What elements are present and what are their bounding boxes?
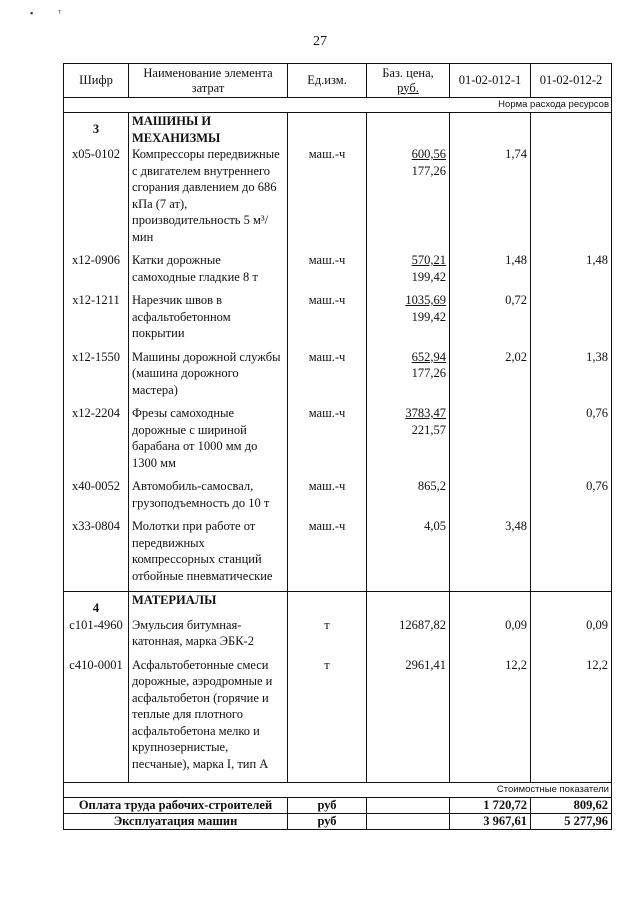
- row-unit: маш.-ч: [288, 478, 367, 518]
- row-value-col1: 0,09: [450, 617, 531, 657]
- row-name: Машины дорожной службы (машина дорожного мастера): [129, 349, 288, 406]
- resource-table: [63, 63, 612, 830]
- row-price: [367, 405, 450, 478]
- table-row: [64, 146, 612, 252]
- row-value-col2: [531, 146, 612, 252]
- total-label: Оплата труда рабочих-строителей: [64, 798, 288, 814]
- total-price-empty: [367, 798, 450, 814]
- section-header-row: [64, 592, 612, 617]
- section-title: МАТЕРИАЛЫ: [129, 592, 288, 617]
- row-unit: маш.-ч: [288, 146, 367, 252]
- row-value-col1: 1,74: [450, 146, 531, 252]
- header-col2: 01-02-012-2: [531, 64, 612, 98]
- row-price-wage: 177,26: [411, 366, 446, 380]
- row-value-col1: 12,2: [450, 657, 531, 783]
- row-unit: маш.-ч: [288, 405, 367, 478]
- scan-specks: ▪ ᵀ: [30, 8, 62, 18]
- band-costs: [64, 783, 612, 798]
- section-number: 4: [64, 592, 129, 617]
- row-price-wage: 199,42: [411, 269, 446, 284]
- row-price: [367, 146, 450, 252]
- row-code: х12-2204: [64, 405, 129, 478]
- row-unit: маш.-ч: [288, 349, 367, 406]
- table-row: [64, 349, 612, 406]
- table-row: [64, 405, 612, 478]
- row-value-col1: 2,02: [450, 349, 531, 406]
- empty-cell: [367, 113, 450, 147]
- row-price-base: 570,21: [411, 253, 446, 267]
- table-row: [64, 292, 612, 349]
- row-code: с410-0001: [64, 657, 129, 783]
- row-name: Эмульсия битумная-катонная, марка ЭБК-2: [129, 617, 288, 657]
- row-price: [367, 478, 450, 518]
- row-code: х33-0804: [64, 518, 129, 592]
- band-norms-label: Норма расхода ресурсов: [64, 98, 612, 113]
- row-price-base: 600,56: [411, 147, 446, 161]
- total-value-col1: 3 967,61: [450, 814, 531, 830]
- row-value-col1: [450, 405, 531, 478]
- empty-cell: [367, 592, 450, 617]
- row-name: Катки дорожные самоходные гладкие 8 т: [129, 252, 288, 292]
- empty-cell: [450, 592, 531, 617]
- total-value-col1: 1 720,72: [450, 798, 531, 814]
- row-value-col2: 0,09: [531, 617, 612, 657]
- empty-cell: [531, 113, 612, 147]
- table-header: [64, 64, 612, 98]
- row-unit: маш.-ч: [288, 292, 367, 349]
- empty-cell: [288, 592, 367, 617]
- row-name: Автомобиль-самосвал, грузоподъемность до 10 т: [129, 478, 288, 518]
- header-unit: Ед.изм.: [288, 64, 367, 98]
- empty-cell: [288, 113, 367, 147]
- header-name: Наименование элемента затрат: [129, 64, 288, 98]
- row-price-base: 1035,69: [405, 293, 446, 307]
- page-number: 27: [313, 34, 327, 49]
- total-unit: руб: [288, 814, 367, 830]
- header-code: Шифр: [64, 64, 129, 98]
- row-name: Асфальтобетонные смеси дорожные, аэродромные и асфальтобетон (горячие и теплые для плотного асфальтобетона мелко и крупнозернистые, песчаные), марка I, тип А: [129, 657, 288, 783]
- row-price: [367, 292, 450, 349]
- row-value-col2: [531, 292, 612, 349]
- total-value-col2: 809,62: [531, 798, 612, 814]
- row-value-col2: 12,2: [531, 657, 612, 783]
- header-col1: 01-02-012-1: [450, 64, 531, 98]
- table-row: [64, 252, 612, 292]
- row-price-wage: 199,42: [411, 309, 446, 324]
- band-norms: [64, 98, 612, 113]
- section-title: МАШИНЫ И МЕХАНИЗМЫ: [129, 113, 288, 147]
- row-unit: маш.-ч: [288, 518, 367, 592]
- total-row: [64, 798, 612, 814]
- row-price-base: 652,94: [411, 349, 446, 364]
- row-value-col1: 0,72: [450, 292, 531, 349]
- table-row: [64, 478, 612, 518]
- row-code: с101-4960: [64, 617, 129, 657]
- row-price-wage: 221,57: [411, 422, 446, 437]
- row-name: Молотки при работе от передвижных компрессорных станций отбойные пневматические: [129, 518, 288, 592]
- total-label: Эксплуатация машин: [64, 814, 288, 830]
- row-unit: т: [288, 617, 367, 657]
- row-price-base: 2961,41: [405, 657, 446, 672]
- row-value-col2: 0,76: [531, 405, 612, 478]
- row-name: Нарезчик швов в асфальтобетонном покрытии: [129, 292, 288, 349]
- row-unit: маш.-ч: [288, 252, 367, 292]
- row-value-col1: 1,48: [450, 252, 531, 292]
- row-price-wage: 177,26: [411, 163, 446, 178]
- header-price-text: Баз. цена, руб.: [382, 65, 434, 95]
- row-price: [367, 349, 450, 406]
- row-price-base: 3783,47: [405, 406, 446, 420]
- section-header-row: [64, 113, 612, 147]
- row-price: [367, 617, 450, 657]
- total-row: [64, 814, 612, 830]
- row-code: х05-0102: [64, 146, 129, 252]
- row-value-col2: 1,48: [531, 252, 612, 292]
- row-price-base: 865,2: [417, 479, 446, 493]
- row-price: [367, 252, 450, 292]
- section-number: 3: [64, 113, 129, 147]
- row-unit: т: [288, 657, 367, 783]
- row-name: Фрезы самоходные дорожные с шириной барабана от 1000 мм до 1300 мм: [129, 405, 288, 478]
- row-value-col2: 1,38: [531, 349, 612, 406]
- row-code: х12-0906: [64, 252, 129, 292]
- empty-cell: [450, 113, 531, 147]
- row-code: х12-1211: [64, 292, 129, 349]
- row-price: [367, 518, 450, 592]
- total-price-empty: [367, 814, 450, 830]
- row-price-base: 4,05: [424, 519, 446, 533]
- table-row: [64, 518, 612, 592]
- band-costs-label: Стоимостные показатели: [64, 783, 612, 798]
- total-value-col2: 5 277,96: [531, 814, 612, 830]
- row-value-col1: 3,48: [450, 518, 531, 592]
- table-row: [64, 657, 612, 783]
- row-value-col2: 0,76: [531, 478, 612, 518]
- row-value-col2: [531, 518, 612, 592]
- row-code: х40-0052: [64, 478, 129, 518]
- row-value-col1: [450, 478, 531, 518]
- header-price-unit: руб.: [397, 80, 419, 95]
- header-price: [367, 64, 450, 98]
- row-price: [367, 657, 450, 783]
- row-name: Компрессоры передвижные с двигателем внутреннего сгорания давлением до 686 кПа (7 ат), производительность 5 м³/мин: [129, 146, 288, 252]
- row-price-base: 12687,82: [399, 617, 446, 632]
- empty-cell: [531, 592, 612, 617]
- total-unit: руб: [288, 798, 367, 814]
- table-row: [64, 617, 612, 657]
- row-code: х12-1550: [64, 349, 129, 406]
